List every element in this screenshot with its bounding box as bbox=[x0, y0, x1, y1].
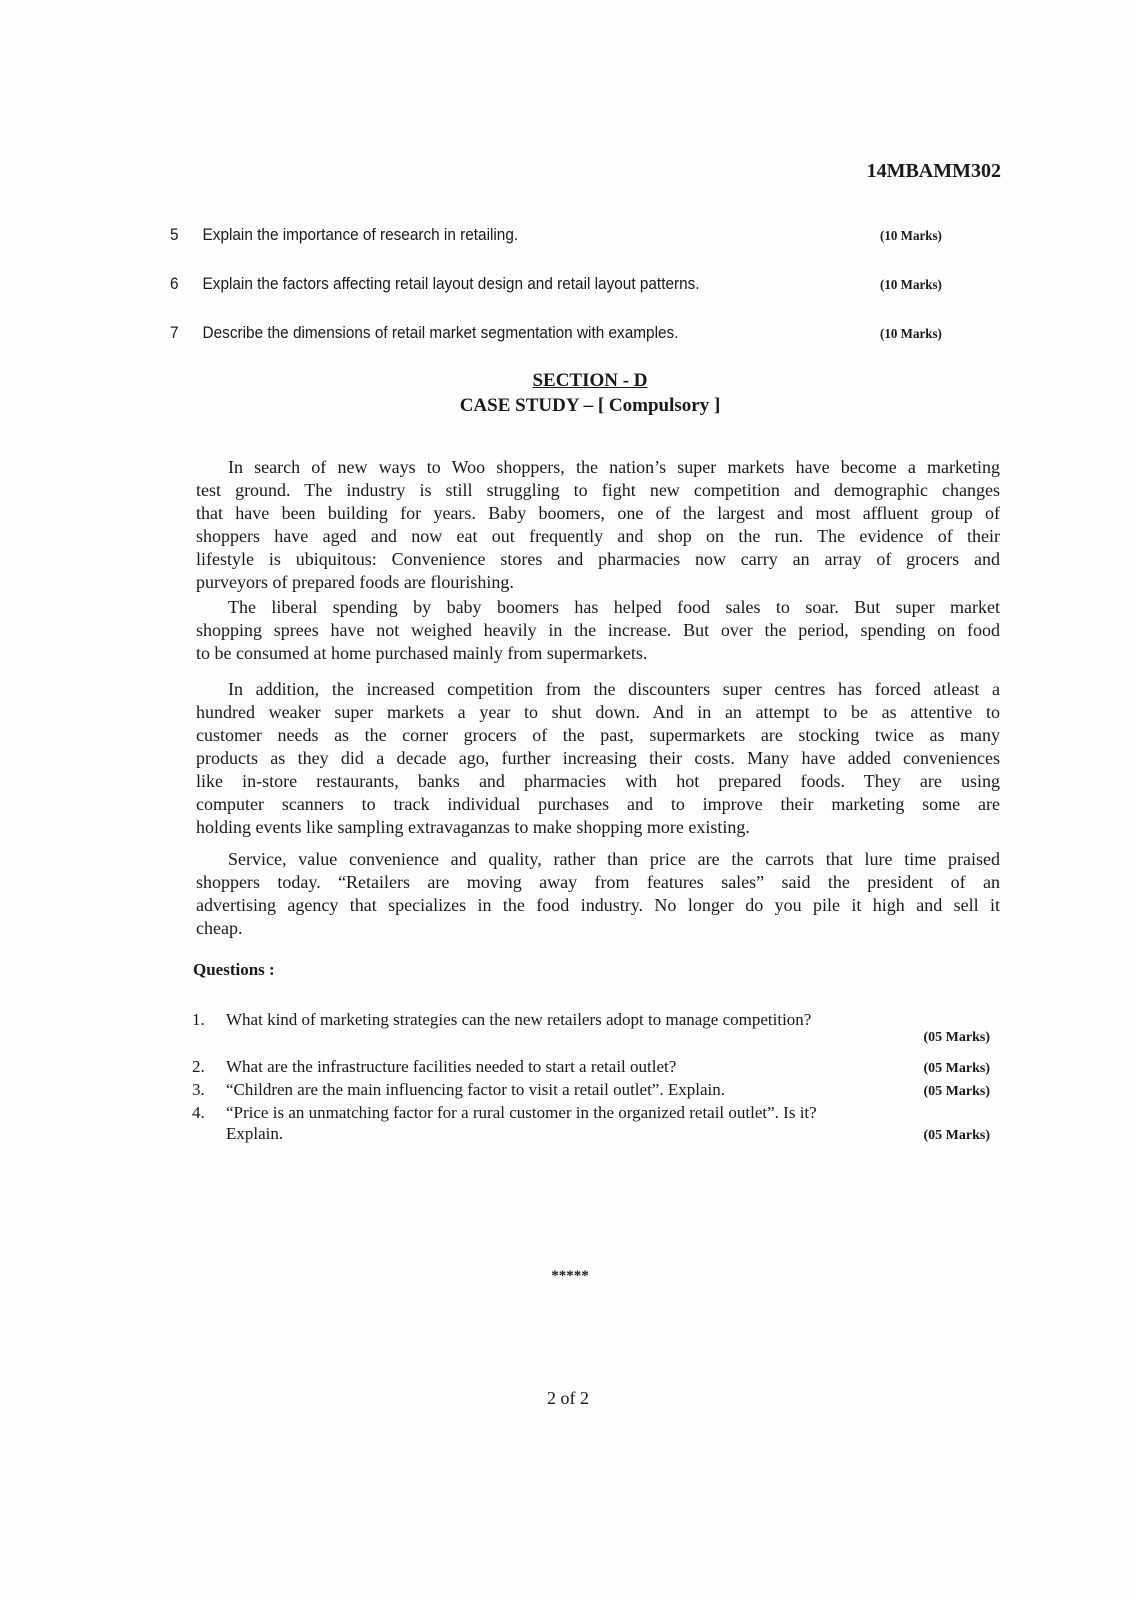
question-marks: (05 Marks) bbox=[923, 1061, 990, 1076]
case-question-2 bbox=[192, 1057, 990, 1077]
paragraph-line: lifestyle is ubiquitous: Convenience stores and pharmacies now carry an array of grocers and bbox=[196, 549, 1000, 569]
case-paragraph bbox=[196, 596, 1000, 665]
question-marks: (10 Marks) bbox=[880, 327, 942, 342]
question-number: 5 bbox=[170, 226, 179, 244]
paragraph-line: hundred weaker super markets a year to shut down. And in an attempt to be as attentive to bbox=[196, 702, 1000, 722]
end-marker: ***** bbox=[551, 1268, 589, 1284]
question-text: “Price is an unmatching factor for a rural customer in the organized retail outlet”. Is it? bbox=[226, 1103, 817, 1122]
paragraph-line: In addition, the increased competition from the discounters super centres has forced atleast a bbox=[228, 679, 1000, 699]
paragraph-line: products as they did a decade ago, further increasing their costs. Many have added conveniences bbox=[196, 748, 1000, 768]
paragraph-line: cheap. bbox=[196, 918, 243, 938]
case-paragraph bbox=[196, 456, 1000, 594]
paragraph-line: In search of new ways to Woo shoppers, the nation’s super markets have become a marketing bbox=[228, 457, 1000, 477]
question-text: Explain the importance of research in retailing. bbox=[202, 226, 519, 244]
question-marks: (05 Marks) bbox=[923, 1128, 990, 1143]
paragraph-line: shopping sprees have not weighed heavily in the increase. But over the period, spending on food bbox=[196, 620, 1000, 640]
question-text: “Children are the main influencing factor to visit a retail outlet”. Explain. bbox=[226, 1080, 725, 1099]
case-question-1 bbox=[192, 1010, 990, 1046]
paragraph-line: shoppers today. “Retailers are moving away from features sales” said the president of an bbox=[196, 872, 1000, 892]
question-7 bbox=[170, 324, 942, 343]
section-title: SECTION - D bbox=[532, 370, 648, 391]
question-text: Explain the factors affecting retail layout design and retail layout patterns. bbox=[202, 275, 700, 293]
question-marks: (10 Marks) bbox=[880, 278, 942, 293]
paragraph-line: shoppers have aged and now eat out frequently and shop on the run. The evidence of their bbox=[196, 526, 1000, 546]
paragraph-line: advertising agency that specializes in the food industry. No longer do you pile it high and sell it bbox=[196, 895, 1000, 915]
question-text: What are the infrastructure facilities needed to start a retail outlet? bbox=[226, 1057, 677, 1076]
question-marks: (05 Marks) bbox=[923, 1030, 990, 1045]
paragraph-line: customer needs as the corner grocers of the past, supermarkets are stocking twice as many bbox=[196, 725, 1000, 745]
paragraph-line: The liberal spending by baby boomers has helped food sales to soar. But super market bbox=[228, 597, 1000, 617]
paragraph-line: Service, value convenience and quality, rather than price are the carrots that lure time praised bbox=[228, 849, 1000, 869]
case-question-3 bbox=[192, 1080, 990, 1100]
question-text: What kind of marketing strategies can the new retailers adopt to manage competition? bbox=[226, 1010, 812, 1029]
question-number: 3. bbox=[192, 1080, 205, 1099]
paragraph-line: to be consumed at home purchased mainly from supermarkets. bbox=[196, 643, 648, 663]
question-text-continued: Explain. bbox=[226, 1124, 284, 1143]
question-number: 1. bbox=[192, 1010, 205, 1029]
question-5 bbox=[170, 226, 942, 245]
question-marks: (10 Marks) bbox=[880, 229, 942, 244]
paragraph-line: holding events like sampling extravaganzas to make shopping more existing. bbox=[196, 817, 750, 837]
case-question-4 bbox=[192, 1103, 990, 1144]
paragraph-line: purveyors of prepared foods are flourishing. bbox=[196, 572, 514, 592]
question-text: Describe the dimensions of retail market segmentation with examples. bbox=[202, 324, 679, 342]
paragraph-line: that have been building for years. Baby boomers, one of the largest and most affluent group of bbox=[196, 503, 1000, 523]
question-6 bbox=[170, 275, 942, 294]
question-marks: (05 Marks) bbox=[923, 1084, 990, 1099]
case-paragraph bbox=[196, 678, 1000, 839]
paragraph-line: like in-store restaurants, banks and pharmacies with hot prepared foods. They are using bbox=[196, 771, 1000, 791]
section-subtitle: CASE STUDY – [ Compulsory ] bbox=[459, 395, 721, 416]
page-number: 2 of 2 bbox=[547, 1388, 589, 1408]
question-number: 4. bbox=[192, 1103, 205, 1122]
question-number: 7 bbox=[170, 324, 179, 342]
question-number: 2. bbox=[192, 1057, 205, 1076]
paragraph-line: test ground. The industry is still struggling to fight new competition and demographic changes bbox=[196, 480, 1000, 500]
questions-heading: Questions : bbox=[193, 960, 275, 979]
paper-code: 14MBAMM302 bbox=[866, 160, 1001, 182]
question-number: 6 bbox=[170, 275, 179, 293]
case-paragraph bbox=[196, 848, 1000, 940]
paragraph-line: computer scanners to track individual purchases and to improve their marketing some are bbox=[196, 794, 1000, 814]
